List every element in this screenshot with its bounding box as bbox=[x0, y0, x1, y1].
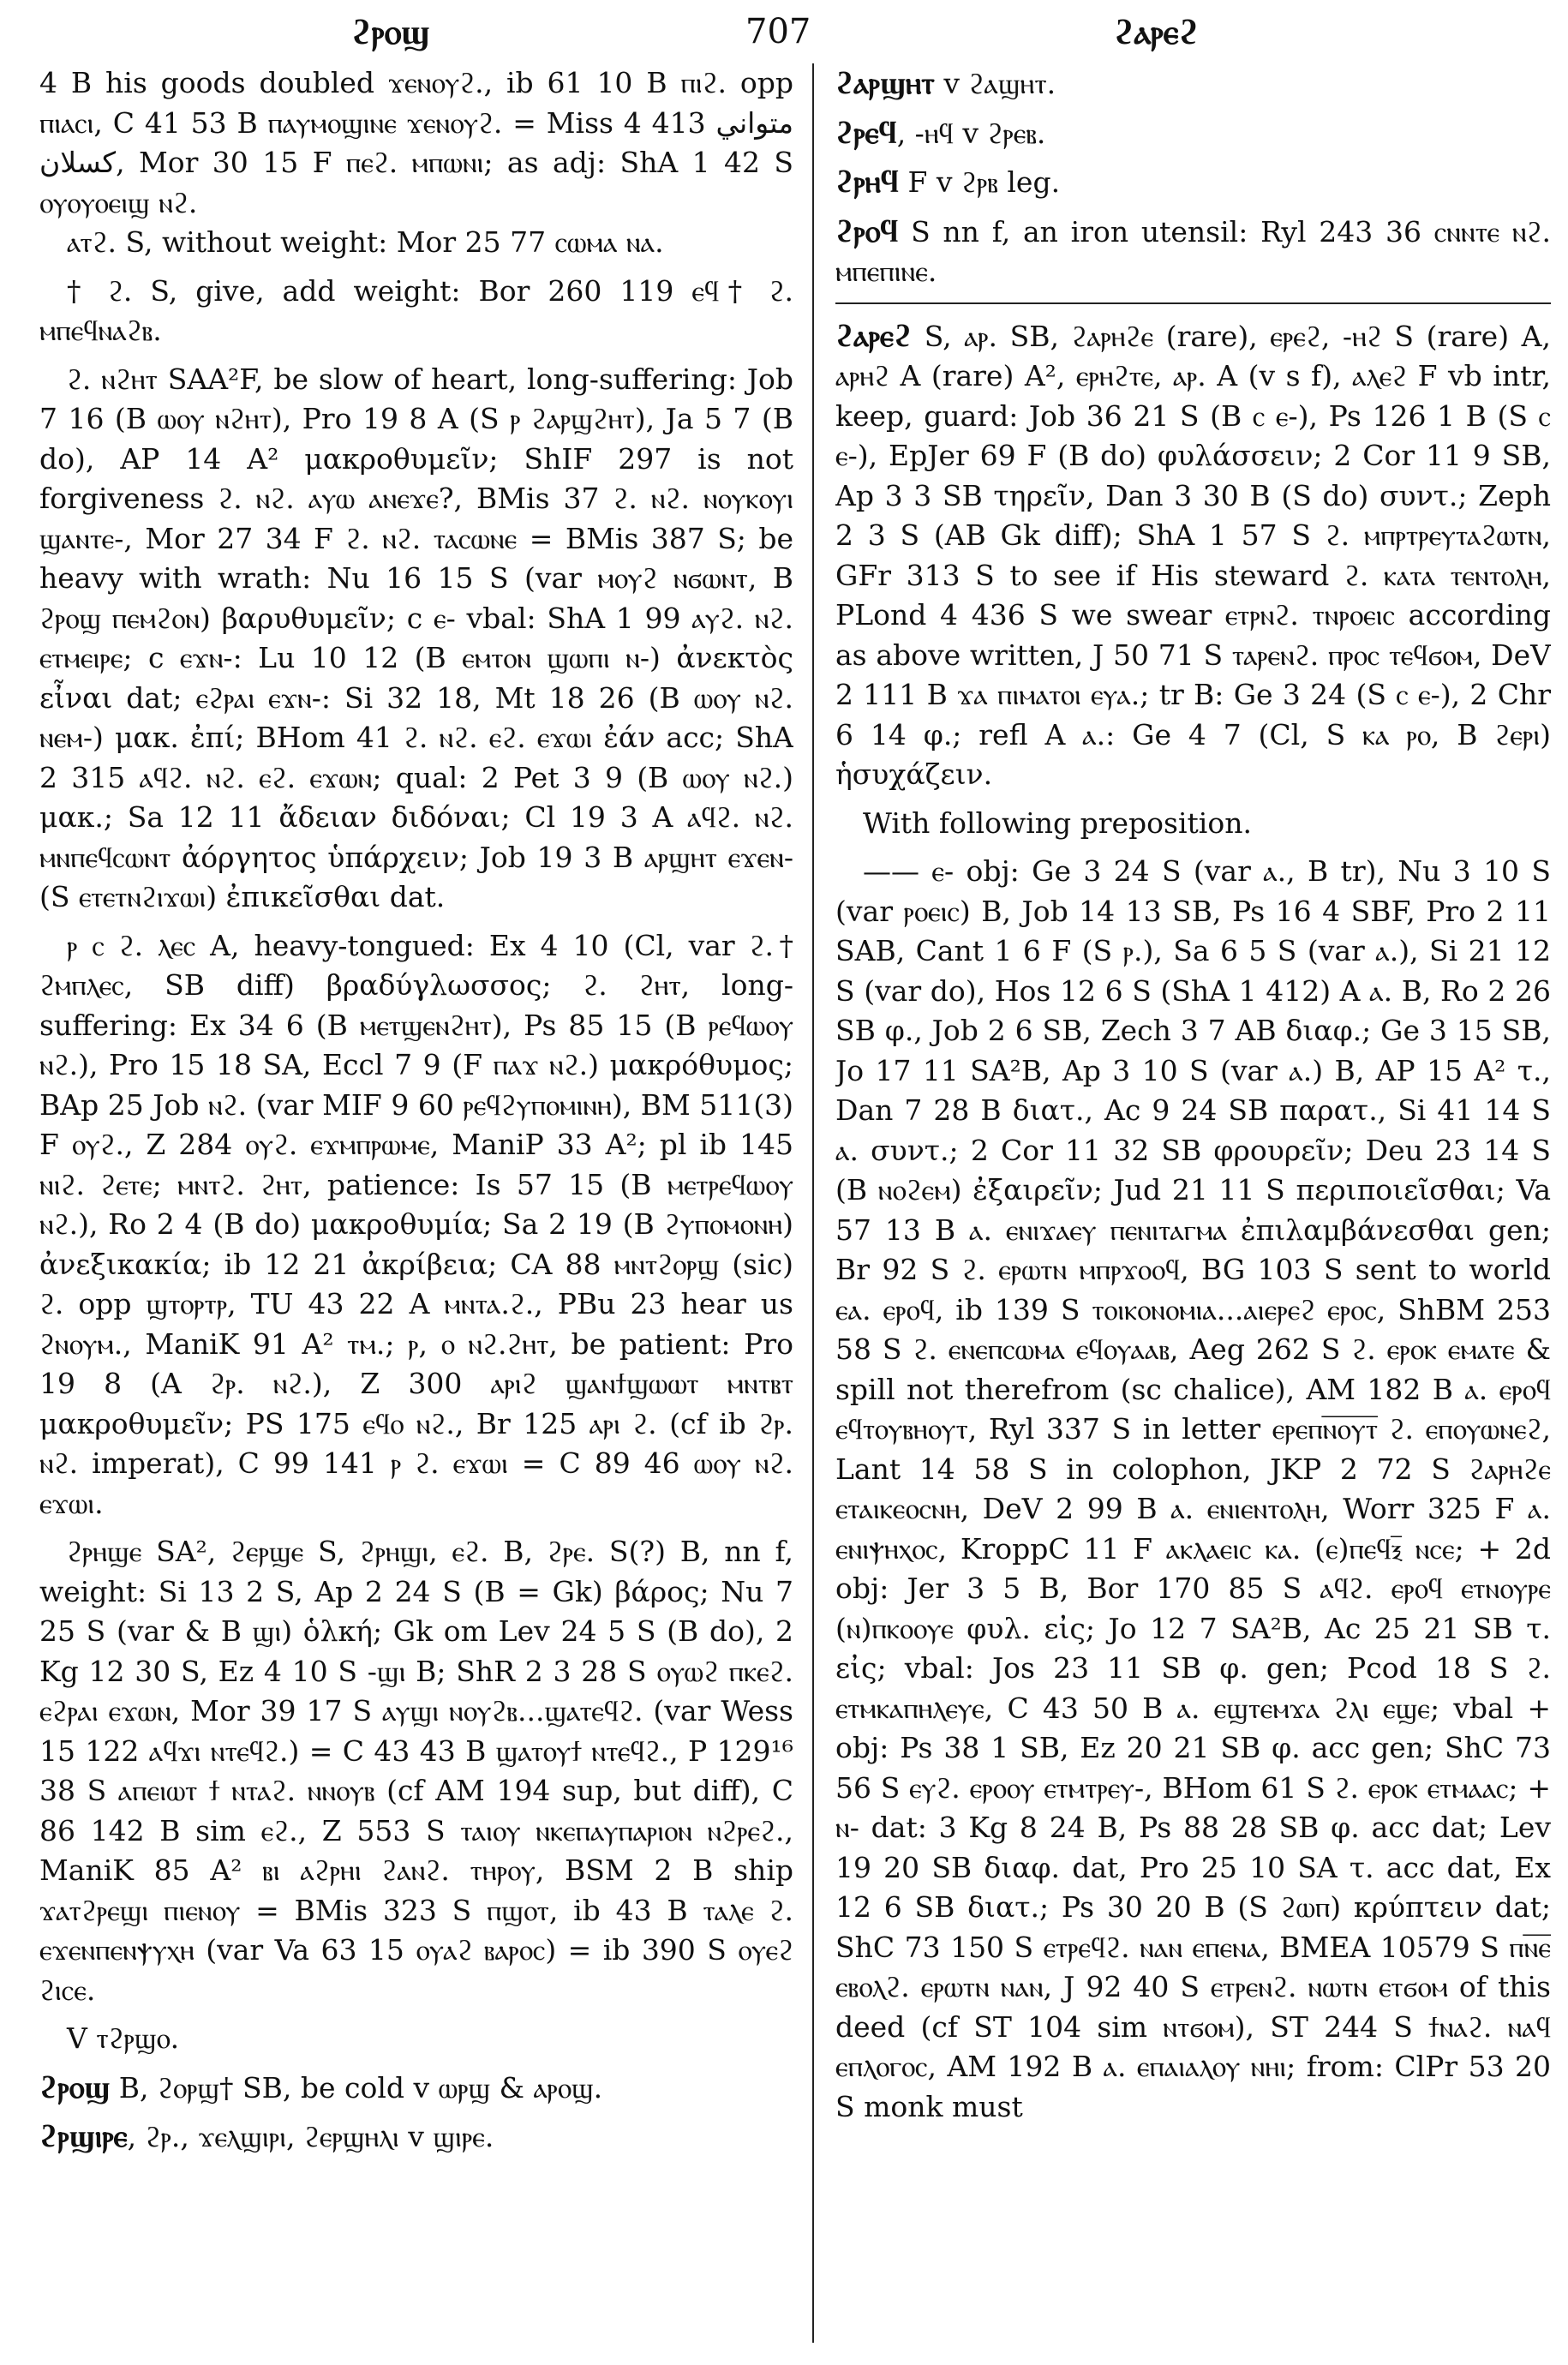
dictionary-entry bbox=[835, 63, 1551, 105]
dictionary-entry bbox=[39, 2117, 793, 2158]
entry-headword: ϩⲣⲉϥ bbox=[835, 114, 897, 151]
entry-text: , ϩⲣ., ϫⲉⲗϣⲓⲣⲓ, ϩⲉⲣϣⲏⲗⲓ v ϣⲓⲣⲉ. bbox=[127, 2120, 494, 2153]
header-left-headword: ϩⲣⲟϣ bbox=[351, 12, 430, 52]
entry-text: F v ϩⲣⲃ leg. bbox=[899, 165, 1061, 199]
entry-text: S nn f, an iron utensil: Ryl 243 36 ⲥⲛⲛⲧⲉ ⲛϩ. ⲙⲡⲉⲡⲓⲛⲉ. bbox=[835, 214, 1551, 288]
entry-text: S, ⲁⲣ. SB, ϩⲁⲣⲏϩⲉ (rare), ⲉⲣⲉϩ, -ⲏϩ S (rare) A, ⲁⲣⲏϩ A (rare) A², ⲉⲣⲏϩⲧⲉ, ⲁⲣ. A (v s f), ⲁⲗⲉϩ F vb intr, keep, guard: Job 36 21 S (B ⲥ ⲉ-), Ps 126 1 B (S ⲥ ⲉ-), EpJer 69 F (B do) φυλάσσειν; 2 Cor 11 9 SB, Ap 3 3 SB τηρεῖν, Dan 3 30 B (S do) συντ.; Zeph 2 3 S (AB Gk diff); ShA 1 57 S ϩ. ⲙⲡⲣⲧⲣⲉⲩⲧⲁϩⲱⲧⲛ, GFr 313 S to see if His steward ϩ. ⲕⲁⲧⲁ ⲧⲉⲛⲧⲟⲗⲏ, PLond 4 436 S we swear ⲉⲧⲣⲛϩ. ⲧⲛⲣⲟⲉⲓⲥ according as above written, J 50 71 S ⲧⲁⲣⲉⲛϩ. ⲡⲣⲟⲥ ⲧⲉϥϭⲟⲙ, DeV 2 111 B ϫⲁ ⲡⲓⲙⲁⲧⲟⲓ ⲉⲩⲁ.; tr B: Ge 3 24 (S ⲥ ⲉ-), 2 Chr 6 14 φ.; refl A ⲁ.: Ge 4 7 (Cl, S ⲕⲁ ⲣⲟ, B ϩⲉⲣⲓ) ἡσυχάζειν. bbox=[835, 319, 1551, 791]
entry-headword: ϩⲁⲣϣⲏⲧ bbox=[835, 65, 935, 101]
entry-paragraph: With following preposition. bbox=[863, 805, 1252, 840]
entry-text: , -ⲏϥ v ϩⲣⲉⲃ. bbox=[896, 116, 1046, 150]
dictionary-entry bbox=[835, 162, 1551, 203]
header-right-headword: ϩⲁⲣⲉϩ bbox=[1114, 12, 1199, 52]
dictionary-entry bbox=[835, 316, 1551, 795]
dictionary-entry bbox=[835, 212, 1551, 292]
entry-paragraph: ϩⲣⲏϣⲉ SA², ϩⲉⲣϣⲉ S, ϩⲣⲏϣⲓ, ⲉϩ. B, ϩⲣⲉ. S(?) B, nn f, weight: Si 13 2 S, Ap 2 24 S (B = Gk) βάρος; Nu 7 25 S (var & B ϣⲓ) ὁλκή; Gk om Lev 24 5 S (B do), 2 Kg 12 30 S, Ez 4 10 S -ϣⲓ B; ShR 2 3 28 S ⲟⲩⲱϩ ⲡⲕⲉϩ. ⲉϩⲣⲁⲓ ⲉϫⲱⲛ, Mor 39 17 S ⲁⲩϣⲓ ⲛⲟⲩϩⲃ...ϣⲁⲧⲉϥϩ. (var Wess 15 122 ⲁϥϫⲓ ⲛⲧⲉϥϩ.) = C 43 43 B ϣⲁⲧⲟⲩϯ ⲛⲧⲉϥϩ., P 129¹⁶ 38 S ⲁⲡⲉⲓⲱⲧ ϯ ⲛⲧⲁϩ. ⲛⲛⲟⲩⲃ (cf AM 194 sup, but diff), C 86 142 B sim ⲉϩ., Z 553 S ⲧⲁⲓⲟⲩ ⲛⲕⲉⲡⲁⲩⲡⲁⲣⲓⲟⲛ ⲛϩⲣⲉϩ., ManiK 85 A² ⲃⲓ ⲁϩⲣⲏⲓ ϩⲁⲛϩ. ⲧⲏⲣⲟⲩ, BSM 2 B ship ϫⲁⲧϩⲣⲉϣⲓ ⲡⲓⲉⲛⲟⲩ = BMis 323 S ⲡϣⲟⲧ, ib 43 B ⲧⲁⲗⲉ ϩ. ⲉϫⲉⲛⲡⲉⲛⲯⲩⲭⲏ (var Va 63 15 ⲟⲩⲁϩ ⲃⲁⲣⲟⲥ) = ib 390 S ⲟⲩⲉϩ ϩⲓⲥⲉ. bbox=[39, 1535, 793, 2007]
entry-paragraph: ⲣ ⲥ ϩ. ⲗⲉⲥ A, heavy-tongued: Ex 4 10 (Cl, var ϩ.† ϩⲙⲡⲗⲉⲥ, SB diff) βραδύγλωσσος; ϩ. ϩⲏⲧ, long-suffering: Ex 34 6 (B ⲙⲉⲧϣⲉⲛϩⲏⲧ), Ps 85 15 (B ⲣⲉϥⲱⲟⲩ ⲛϩ.), Pro 15 18 SA, Eccl 7 9 (F ⲡⲁϫ ⲛϩ.) μακρόθυμος; BAp 25 Job ⲛϩ. (var MIF 9 60 ⲣⲉϥϩⲩⲡⲟⲙⲓⲛⲏ), BM 511(3) F ⲟⲩϩ., Z 284 ⲟⲩϩ. ⲉϫⲙⲡⲣⲱⲙⲉ, ManiP 33 A²; pl ib 145 ⲛⲓϩ. ϩⲉⲧⲉ; ⲙⲛⲧϩ. ϩⲏⲧ, patience: Is 57 15 (B ⲙⲉⲧⲣⲉϥⲱⲟⲩ ⲛϩ.), Ro 2 4 (B do) μακροθυμία; Sa 2 19 (B ϩⲩⲡⲟⲙⲟⲛⲏ) ἀνεξικακία; ib 12 21 ἀκρίβεια; CA 88 ⲙⲛⲧϩⲟⲣϣ (sic) ϩ. opp ϣⲧⲟⲣⲧⲣ, TU 43 22 A ⲙⲛⲧⲁ.ϩ., PBu 23 hear us ϩⲛⲟⲩⲙ., ManiK 91 A² ⲧⲙ.; ⲣ, ⲟ ⲛϩ.ϩⲏⲧ, be patient: Pro 19 8 (A ϩⲣ. ⲛϩ.), Z 300 ⲁⲣⲓϩ ϣⲁⲛϯϣⲱⲱⲧ ⲙⲛⲧⲃⲧ μακροθυμεῖν; PS 175 ⲉϥⲟ ⲛϩ., Br 125 ⲁⲣⲓ ϩ. (cf ib ϩⲣ. ⲛϩ. imperat), C 99 141 ⲣ ϩ. ⲉϫⲱⲓ = C 89 46 ⲱⲟⲩ ⲛϩ. ⲉϫⲱⲓ. bbox=[39, 928, 793, 1520]
page-header bbox=[0, 7, 1568, 58]
entry-headword: ϩⲣⲟϣ bbox=[39, 2069, 111, 2105]
entry-paragraph: V ⲧϩⲣϣⲟ. bbox=[67, 2021, 180, 2055]
entry-paragraph: 4 B his goods doubled ϫⲉⲛⲟⲩϩ., ib 61 10 B ⲡⲓϩ. opp ⲡⲓⲁⲥⲓ, C 41 53 B ⲡⲁⲩⲙⲟϣⲓⲛⲉ ϫⲉⲛⲟⲩϩ. = Miss 4 413 متواني كسلان, Mor 30 15 F ⲡⲉϩ. ⲙⲡⲱⲛⲓ; as adj: ShA 1 42 S ⲟⲩⲟⲩⲟⲉⲓϣ ⲛϩ. bbox=[39, 66, 793, 219]
entry-paragraph: † ϩ. S, give, add weight: Bor 260 119 ⲉϥ† ϩ. ⲙⲡⲉϥⲛⲁϩⲃ. bbox=[39, 273, 793, 347]
right-column bbox=[835, 63, 1551, 2343]
entry-headword: ϩⲣⲏϥ bbox=[835, 164, 900, 200]
dictionary-entry bbox=[39, 2068, 793, 2109]
entry-paragraph: ϩ. ⲛϩⲏⲧ SAA²F, be slow of heart, long-suffering: Job 7 16 (B ⲱⲟⲩ ⲛϩⲏⲧ), Pro 19 8 A (S ⲣ ϩⲁⲣϣϩⲏⲧ), Ja 5 7 (B do), AP 14 A² μακροθυμεῖν; ShIF 297 is not forgiveness ϩ. ⲛϩ. ⲁⲩⲱ ⲁⲛⲉϫⲉ?, BMis 37 ϩ. ⲛϩ. ⲛⲟⲩⲕⲟⲩⲓ ϣⲁⲛⲧⲉ-, Mor 27 34 F ϩ. ⲛϩ. ⲧⲁⲥⲱⲛⲉ = BMis 387 S; be heavy with wrath: Nu 16 15 S (var ⲙⲟⲩϩ ⲛϭⲱⲛⲧ, B ϩⲣⲟϣ ⲡⲉⲙϩⲟⲛ) βαρυθυμεῖν; c ⲉ- vbal: ShA 1 99 ⲁⲩϩ. ⲛϩ. ⲉⲧⲙⲉⲓⲣⲉ; c ⲉϫⲛ-: Lu 10 12 (B ⲉⲙⲧⲟⲛ ϣⲱⲡⲓ ⲛ-) ἀνεκτὸς εἶναι dat; ⲉϩⲣⲁⲓ ⲉϫⲛ-: Si 32 18, Mt 18 26 (B ⲱⲟⲩ ⲛϩ. ⲛⲉⲙ-) μακ. ἐπί; BHom 41 ϩ. ⲛϩ. ⲉϩ. ⲉϫⲱⲓ ἐάν acc; ShA 2 315 ⲁϥϩ. ⲛϩ. ⲉϩ. ⲉϫⲱⲛ; qual: 2 Pet 3 9 (B ⲱⲟⲩ ⲛϩ.) μακ.; Sa 12 11 ἄδειαν διδόναι; Cl 19 3 A ⲁϥϩ. ⲛϩ. ⲙⲛⲡⲉϥⲥⲱⲛⲧ ἀόργητος ὑπάρχειν; Job 19 3 B ⲁⲣϣⲏⲧ ⲉϫⲉⲛ- (S ⲉⲧⲉⲧⲛϩⲓϫⲱⲓ) ἐπικεῖσθαι dat. bbox=[39, 362, 793, 913]
dictionary-entry bbox=[835, 113, 1551, 154]
section-divider bbox=[835, 302, 1551, 304]
entry-paragraph: ⲁⲧϩ. S, without weight: Mor 25 77 ⲥⲱⲙⲁ ⲛⲁ. bbox=[67, 225, 664, 259]
entry-text: B, ϩⲟⲣϣ† SB, be cold v ⲱⲣϣ & ⲁⲣⲟϣ. bbox=[110, 2070, 603, 2105]
entry-headword: ϩⲁⲣⲉϩ bbox=[835, 317, 913, 354]
entry-paragraph: —— ⲉ- obj: Ge 3 24 S (var ⲁ., B tr), Nu 3 10 S (var ⲣⲟⲉⲓⲥ) B, Job 14 13 SB, Ps 16 4 SBF, Pro 2 11 SAB, Cant 1 6 F (S ⲣ.), Sa 6 5 S (var ⲁ.), Si 21 12 S (var do), Hos 12 6 S (ShA 1 412) A ⲁ. B, Ro 2 26 SB φ., Job 2 6 SB, Zech 3 7 AB διαφ.; Ge 3 15 SB, Jo 17 11 SA²B, Ap 3 10 S (var ⲁ.) B, AP 15 A² τ., Dan 7 28 B διατ., Ac 9 24 SB παρατ., Si 41 14 S ⲁ. συντ.; 2 Cor 11 32 SB φρουρεῖν; Deu 23 14 S (B ⲛⲟϩⲉⲙ) ἐξαιρεῖν; Jud 21 11 S περιποιεῖσθαι; Va 57 13 B ⲁ. ⲉⲛⲓϫⲁⲉⲩ ⲡⲉⲛⲓⲧⲁⲅⲙⲁ ἐπιλαμβάνεσθαι gen; Br 92 S ϩ. ⲉⲣⲱⲧⲛ ⲙⲡⲣϫⲟⲟϥ, BG 103 S sent to world ⲉⲁ. ⲉⲣⲟϥ, ib 139 S ⲧⲟⲓⲕⲟⲛⲟⲙⲓⲁ...ⲁⲓⲉⲣⲉϩ ⲉⲣⲟⲥ, ShBM 253 58 S ϩ. ⲉⲛⲉⲡⲥⲱⲙⲁ ⲉϥⲟⲩⲁⲁⲃ, Aeg 262 S ϩ. ⲉⲣⲟⲕ ⲉⲙⲁⲧⲉ & spill not therefrom (sc chalice), AM 182 B ⲁ. ⲉⲣⲟϥ ⲉϥⲧⲟⲩⲃⲏⲟⲩⲧ, Ryl 337 S in letter ⲉⲣⲉⲡⲛ̅ⲟ̅ⲩ̅ⲧ̅ ϩ. ⲉⲡⲟⲩⲱⲛⲉϩ, Lant 14 58 S in colophon, JKP 2 72 S ϩⲁⲣⲏϩⲉ ⲉⲧⲁⲓⲕⲉⲟⲥⲛⲏ, DeV 2 99 B ⲁ. ⲉⲛⲓⲉⲛⲧⲟⲗⲏ, Worr 325 F ⲁ. ⲉⲛⲓⲯⲏⲭⲟⲥ, KroppC 11 F ⲁⲕⲗⲁⲉⲓⲥ ⲕⲁ. (ⲉ)ⲡⲉϥⲝ̅ ⲛⲥⲉ; + 2d obj: Jer 3 5 B, Bor 170 85 S ⲁϥϩ. ⲉⲣⲟϥ ⲉⲧⲛⲟⲩⲣⲉ (ⲛ)ⲡⲕⲟⲟⲩⲉ φυλ. εἰς; Jo 12 7 SA²B, Ac 25 21 SB τ. εἰς; vbal: Jos 23 11 SB φ. gen; Pcod 18 S ϩ. ⲉⲧⲙⲕⲁⲡⲏⲗⲉⲩⲉ, C 43 50 B ⲁ. ⲉϣⲧⲉⲙϫⲁ ϩⲗⲓ ⲉϣⲉ; vbal + obj: Ps 38 1 SB, Ez 20 21 SB φ. acc gen; ShC 73 56 S ⲉⲩϩ. ⲉⲣⲟⲟⲩ ⲉⲧⲙⲧⲣⲉⲩ-, BHom 61 S ϩ. ⲉⲣⲟⲕ ⲉⲧⲙⲁⲁⲥ; + ⲛ- dat: 3 Kg 8 24 B, Ps 88 28 SB φ. acc dat; Lev 19 20 SB διαφ. dat, Pro 25 10 SA τ. acc dat, Ex 12 6 SB διατ.; Ps 30 20 B (S ϩⲱⲡ) κρύπτειν dat; ShC 73 150 S ⲉⲧⲣⲉϥϩ. ⲛⲁⲛ ⲉⲡⲉⲛⲁ, BMEA 10579 S ⲡⲛ̅ⲉ̅ ⲉⲃⲟⲗϩ. ⲉⲣⲱⲧⲛ ⲛⲁⲛ, J 92 40 S ⲉⲧⲣⲉⲛϩ. ⲛⲱⲧⲛ ⲉⲧϭⲟⲙ of this deed (cf ST 104 sim ⲛⲧϭⲟⲙ), ST 244 S ϯⲛⲁϩ. ⲛⲁϥ ⲉⲡⲗⲟⲅⲟⲥ, AM 192 B ⲁ. ⲉⲡⲁⲓⲁⲗⲟⲩ ⲛⲏⲓ; from: ClPr 53 20 S monk must bbox=[835, 854, 1551, 2123]
entry-headword: ϩⲣⲟϥ bbox=[835, 213, 899, 249]
entry-headword: ϩⲣϣⲓⲣⲉ bbox=[39, 2118, 128, 2154]
left-column bbox=[39, 63, 793, 2343]
column-divider bbox=[812, 63, 814, 2343]
page-number: 707 bbox=[745, 12, 811, 51]
entry-text: v ϩⲁϣⲏⲧ. bbox=[934, 67, 1056, 100]
